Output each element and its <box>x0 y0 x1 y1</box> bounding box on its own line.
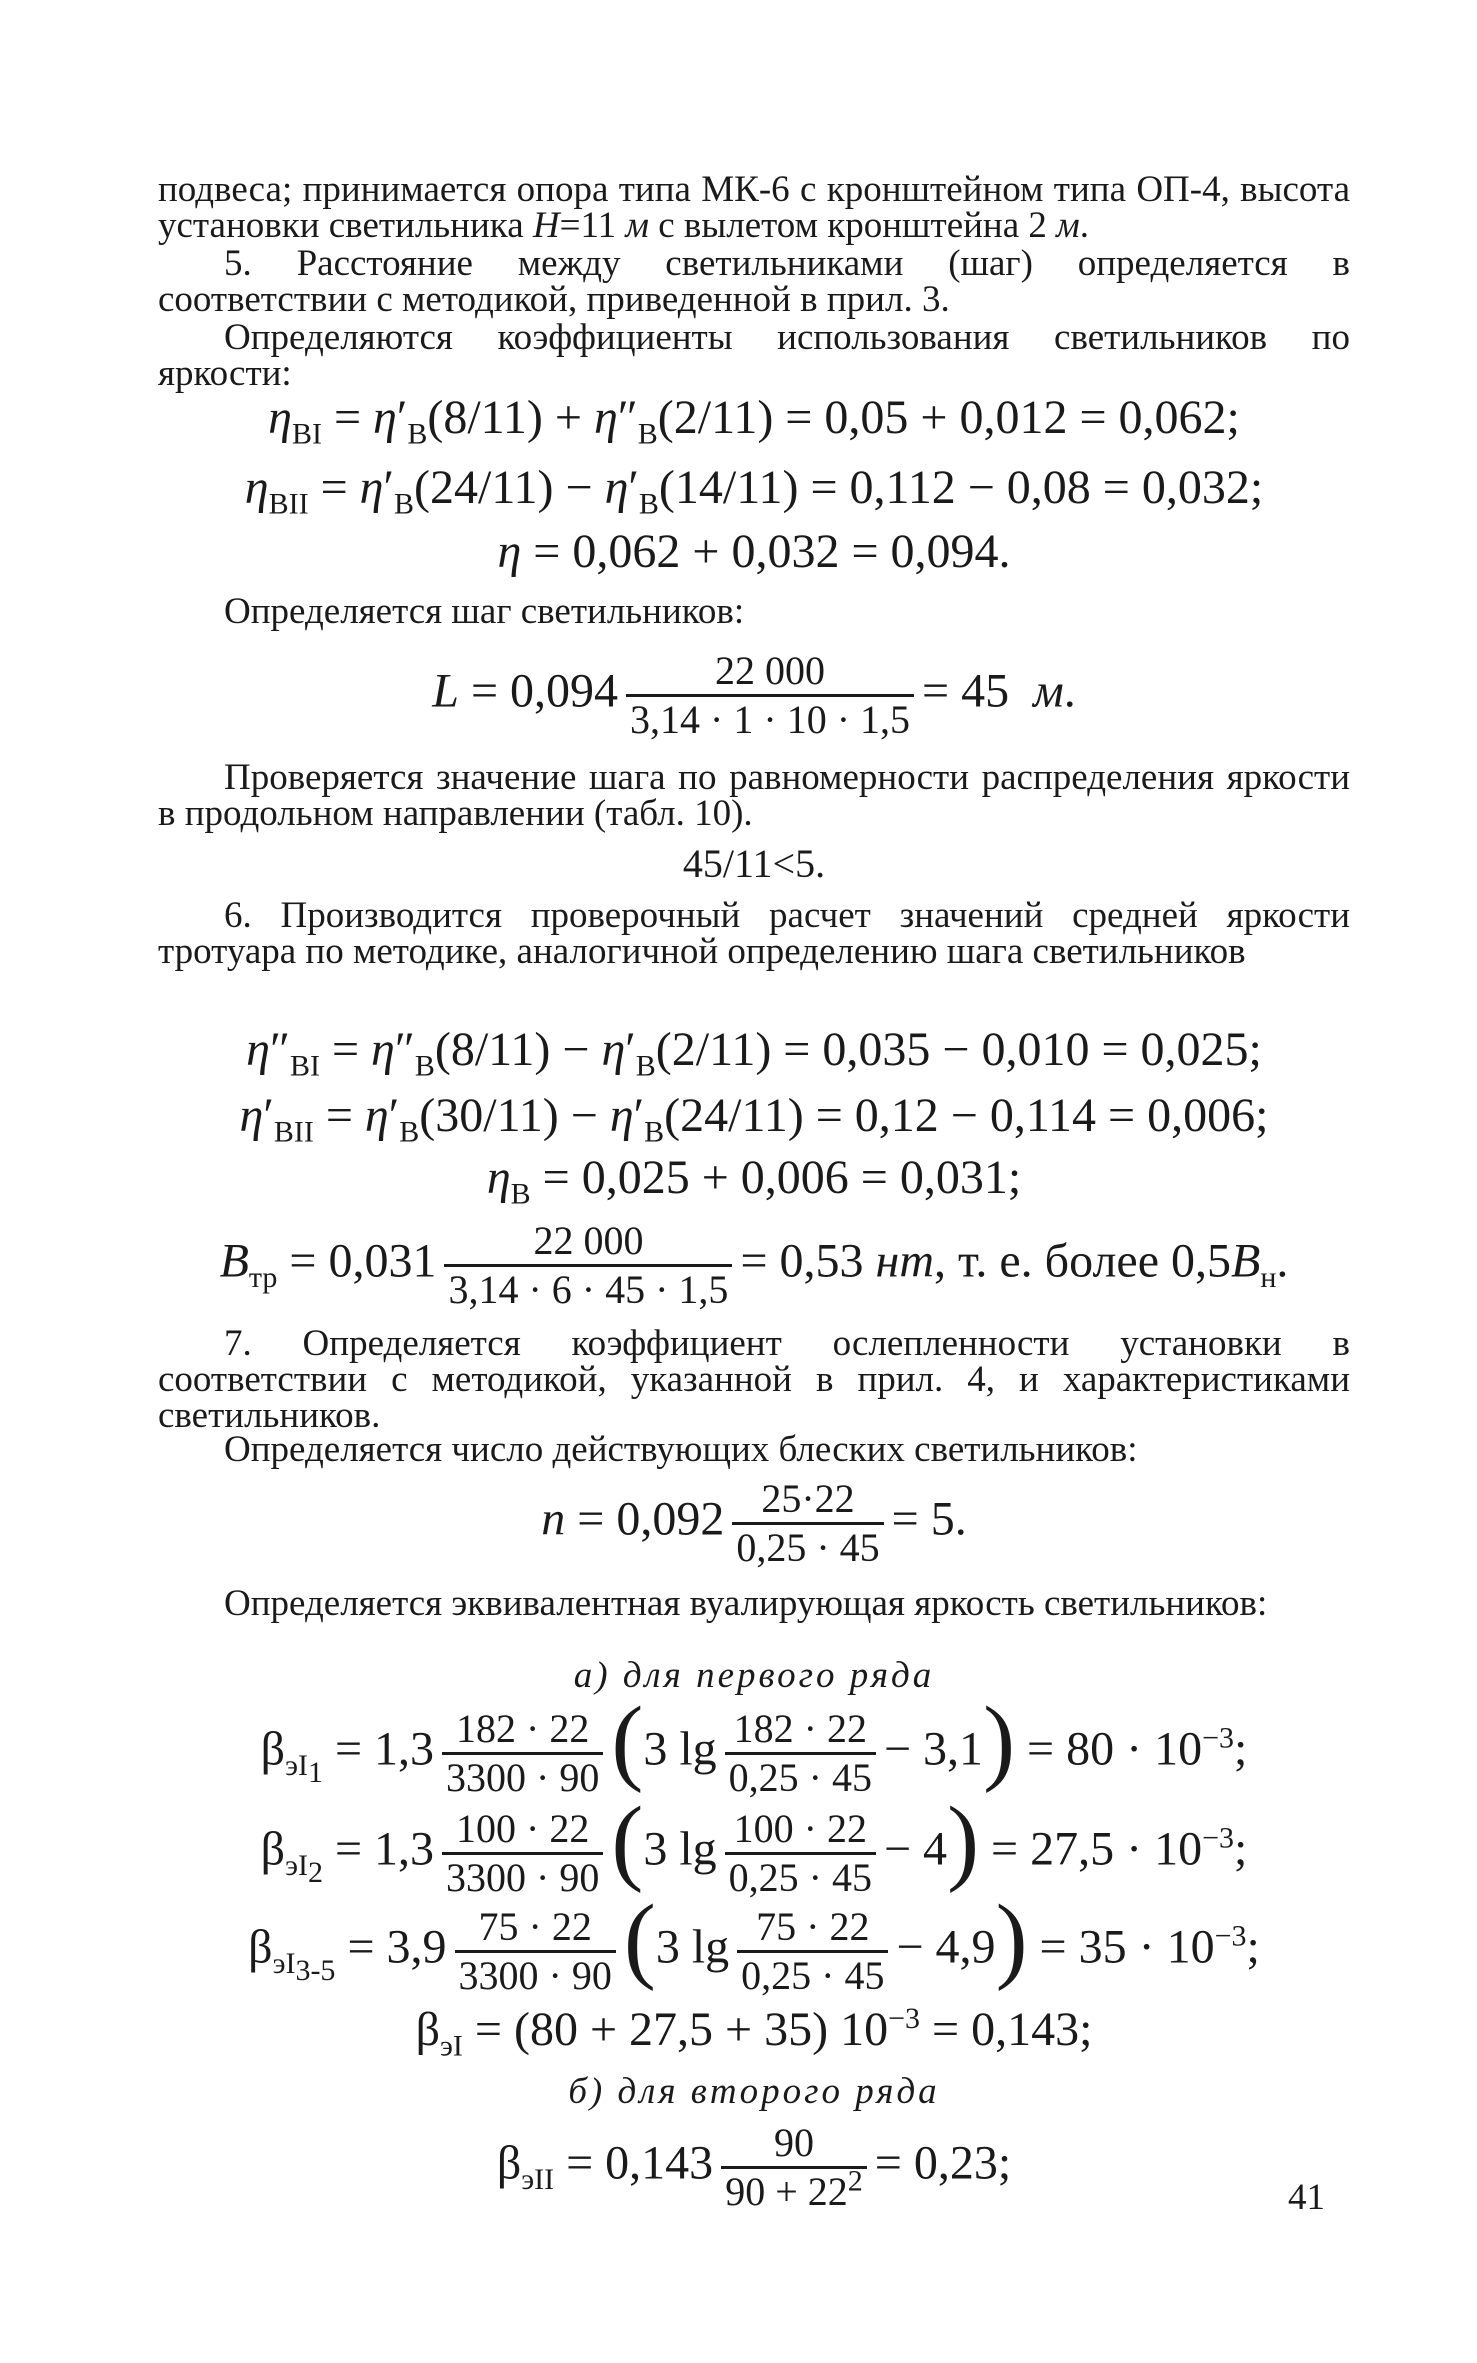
equation-beta-1: $\beta_{эI_1} = 1,3$ $\frac{182 \cdot 22}{3300 \cdot 90}$ (3 lg $\frac{182 \cdot 22}{0,25 \cdot 45}$ − $3,1) = 80 \cdot 10^{-3}$; <box>260 1686 1248 1800</box>
paragraph-step-check <box>158 757 1350 834</box>
paragraph-step-6 <box>158 895 1350 972</box>
paragraph-step-5 <box>158 243 1350 320</box>
subheading-first-row: а) для первого ряда <box>573 1655 935 1696</box>
equation-beta-II: $\beta_{эII} = 0,143$ $\frac{90}{90 + 22^2}$ = 0,23; <box>496 2120 1012 2214</box>
paragraph-veiling-luminance <box>158 1583 1350 1624</box>
equation-n: n = 0,092 $\frac{25\cdot 22}{0,25 \cdot 45}$ = 5. <box>541 1476 967 1570</box>
paragraph-text: 6. Производится проверочный расчет значений средней яркости тротуара по методике, аналогичной определению шага светильников <box>158 895 1350 972</box>
equation-eta-t: $\eta_B = 0,025 + 0,006 = 0,031$; <box>486 1151 1022 1211</box>
paragraph-text: Проверяется значение шага по равномерности распределения яркости в продольном направлении (табл. 10). <box>158 757 1350 834</box>
equation-L: L = 0,094 $\frac{22 000}{3,14 \cdot 1 \cdot 10 \cdot 1,5}$ = 45 м. <box>432 648 1076 742</box>
equation-beta-3-5: $\beta_{эI_{3-5}} = 3,9$ $\frac{75 \cdot 22}{3300 \cdot 90}$ (3 lg $\frac{75 \cdot 22}{0,25 \cdot 45}$ − $4,9) = 35 \cdot 10^{-3}$; <box>248 1884 1260 1998</box>
equation-beta-I: $\beta_{эI} = (80 + 27,5 + 35) 10^{-3} = 0,143$; <box>415 2002 1093 2063</box>
paragraph-text: Определяется шаг светильников: <box>224 591 745 632</box>
paragraph-usage-coefficients <box>158 317 1350 394</box>
subheading-second-row: б) для второго ряда <box>568 2071 940 2112</box>
paragraph-text: Определяется эквивалентная вуалирующая яркость светильников: <box>224 1583 1268 1624</box>
page-number: 41 <box>1288 2177 1325 2218</box>
paragraph-text: Определяется число действующих блеских светильников: <box>224 1429 1138 1470</box>
paragraph-text: Определяются коэффициенты использования светильников по яркости: <box>158 317 1350 394</box>
equation-eta-b2: $\eta_{BII} = \eta'_B(24/11) - \eta'_B(14/11) = 0,112 - 0,08 = 0,032$; <box>244 461 1264 521</box>
equation-B-tr: $B_{тр} = 0,031$ $\frac{22 000}{3,14 \cdot 6 \cdot 45 \cdot 1,5}$ = 0,53 нт, т. е. более $0,5B_н$. <box>219 1218 1289 1312</box>
paragraph-text: 5. Расстояние между светильниками (шаг) определяется в соответствии с методикой, приведенной в прил. 3. <box>158 243 1350 320</box>
equation-eta-b1: $\eta_{BI} = \eta'_B(8/11) + \eta''_B(2/11) = 0,05 + 0,012 = 0,062$; <box>268 391 1240 451</box>
equation-eta-t2: $\eta'_{BII} = \eta'_B(30/11) - \eta'_B(24/11) = 0,12 - 0,114 = 0,006$; <box>239 1089 1269 1149</box>
equation-eta-t1: $\eta''_{BI} = \eta''_B(8/11) - \eta'_B(2/11) = 0,035 - 0,010 = 0,025$; <box>246 1023 1262 1083</box>
paragraph-step-determination <box>158 591 1350 632</box>
paragraph-step-7 <box>158 1323 1350 1436</box>
equation-beta-2: $\beta_{эI_2} = 1,3$ $\frac{100 \cdot 22}{3300 \cdot 90}$ (3 lg $\frac{100 \cdot 22}{0,25 \cdot 45}$ − $4) = 27,5 \cdot 10^{-3}$; <box>260 1786 1248 1900</box>
equation-eta-sum: η = 0,062 + 0,032 = 0,094. <box>497 525 1011 578</box>
paragraph-glare-count <box>158 1429 1350 1470</box>
paragraph-support-description: подвеса; принимается опора типа МК-6 с кронштейном типа ОП-4, высота установки светильника H=11 м с вылетом кронштейна 2 м. <box>158 169 1350 246</box>
equation-ratio: 45/11<5. <box>682 841 826 886</box>
paragraph-text: 7. Определяется коэффициент ослепленности установки в соответствии с методикой, указанной в прил. 4, и характеристиками светильников. <box>158 1323 1350 1436</box>
